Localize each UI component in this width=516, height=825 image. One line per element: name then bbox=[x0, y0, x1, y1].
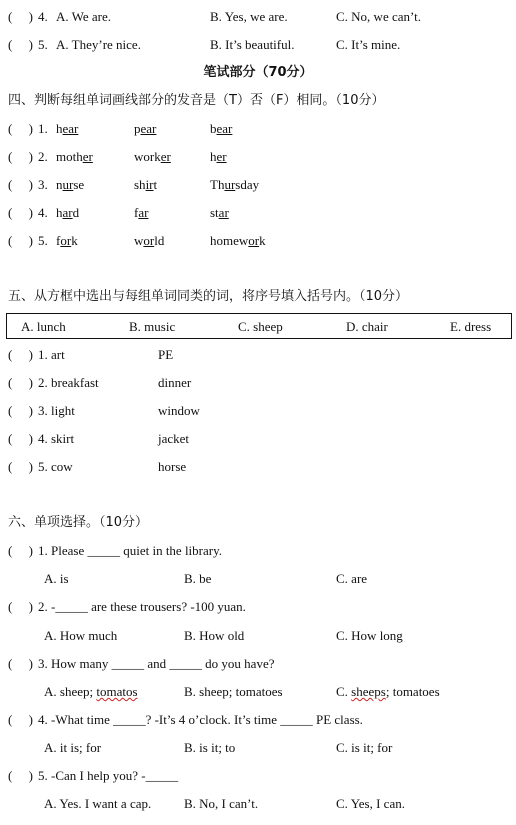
underlined-letters: or bbox=[60, 233, 72, 248]
pronunciation-row bbox=[0, 175, 516, 195]
word-bank-item: D. chair bbox=[346, 319, 388, 334]
answer-bracket[interactable]: ( ) bbox=[8, 431, 33, 446]
question-number: 4. bbox=[38, 9, 48, 24]
word: skirt bbox=[51, 431, 75, 446]
option-b[interactable]: B. be bbox=[184, 571, 212, 586]
word bbox=[210, 203, 229, 223]
question-text: Please _____ quiet in the library. bbox=[51, 543, 223, 558]
word bbox=[210, 231, 266, 251]
word-part: f bbox=[134, 205, 139, 220]
option-b[interactable]: B. No, I can’t. bbox=[184, 796, 259, 811]
underlined-letters: ear bbox=[140, 121, 157, 136]
options-row bbox=[0, 794, 516, 814]
underlined-letters: er bbox=[216, 149, 227, 164]
options-row bbox=[0, 738, 516, 758]
word-part: t bbox=[153, 177, 158, 192]
option-a: A. They’re nice. bbox=[56, 37, 141, 52]
word bbox=[56, 147, 93, 167]
question-stem bbox=[38, 541, 222, 561]
paired-word: dinner bbox=[158, 375, 192, 390]
question-row bbox=[0, 597, 516, 617]
option-a: A. We are. bbox=[56, 9, 112, 24]
category-row bbox=[0, 373, 516, 393]
answer-bracket[interactable]: ( ) bbox=[8, 37, 33, 52]
underlined-letters: ur bbox=[62, 177, 74, 192]
question-number: 5. bbox=[38, 233, 48, 248]
answer-bracket[interactable]: ( ) bbox=[8, 149, 33, 164]
word-part: sday bbox=[235, 177, 260, 192]
option-b[interactable]: B. is it; to bbox=[184, 740, 236, 755]
answer-bracket[interactable]: ( ) bbox=[8, 712, 33, 727]
answer-bracket[interactable]: ( ) bbox=[8, 121, 33, 136]
question-number: 2. bbox=[38, 375, 48, 390]
question-stem bbox=[38, 597, 246, 617]
answer-bracket[interactable]: ( ) bbox=[8, 403, 33, 418]
question-stem bbox=[38, 766, 178, 786]
question-stem bbox=[38, 654, 275, 674]
word bbox=[134, 203, 148, 223]
word-part: st bbox=[210, 205, 219, 220]
option-b[interactable]: B. How old bbox=[184, 628, 245, 643]
category-row bbox=[0, 345, 516, 365]
options-row bbox=[0, 682, 516, 702]
option-text: ; tomatoes bbox=[385, 684, 440, 699]
options-row bbox=[0, 569, 516, 589]
question-text: -What time _____? -It’s 4 o’clock. It’s time _____ PE class. bbox=[51, 712, 363, 727]
pronunciation-row bbox=[0, 203, 516, 223]
question-text: -_____ are these trousers? -100 yuan. bbox=[51, 599, 246, 614]
word bbox=[56, 119, 78, 139]
written-section-title: 笔试部分（70分） bbox=[203, 65, 313, 80]
option-b: B. It’s beautiful. bbox=[210, 37, 295, 52]
option-a[interactable]: A. is bbox=[44, 571, 69, 586]
question-row bbox=[0, 710, 516, 730]
word-bank-item: C. sheep bbox=[238, 319, 283, 334]
word-part: k bbox=[71, 233, 78, 248]
answer-bracket[interactable]: ( ) bbox=[8, 459, 33, 474]
answer-bracket[interactable]: ( ) bbox=[8, 543, 33, 558]
word: breakfast bbox=[51, 375, 99, 390]
options-row bbox=[0, 626, 516, 646]
option-text: C. bbox=[336, 684, 352, 699]
word-bank-item: E. dress bbox=[450, 319, 492, 334]
paired-word: PE bbox=[158, 347, 174, 362]
underlined-letters: or bbox=[143, 233, 155, 248]
question-number: 4. bbox=[38, 205, 48, 220]
word bbox=[134, 147, 171, 167]
word-part: n bbox=[56, 177, 63, 192]
underlined-letters: ar bbox=[218, 205, 229, 220]
question-row bbox=[0, 35, 516, 55]
category-row bbox=[0, 401, 516, 421]
paired-word: window bbox=[158, 403, 200, 418]
category-row bbox=[0, 457, 516, 477]
word-part: f bbox=[56, 233, 61, 248]
question-number: 2. bbox=[38, 149, 48, 164]
underlined-letters: ir bbox=[145, 177, 154, 192]
underlined-letters: ear bbox=[62, 121, 79, 136]
word-part: work bbox=[134, 149, 161, 164]
pronunciation-row bbox=[0, 119, 516, 139]
answer-bracket[interactable]: ( ) bbox=[8, 599, 33, 614]
word bbox=[56, 231, 78, 251]
word bbox=[210, 147, 227, 167]
question-row bbox=[0, 654, 516, 674]
word-part: ld bbox=[154, 233, 165, 248]
question-number: 1. bbox=[38, 543, 48, 558]
question-row bbox=[0, 541, 516, 561]
word-part: h bbox=[210, 149, 217, 164]
word-part: h bbox=[56, 121, 63, 136]
word-part: Th bbox=[210, 177, 225, 192]
underlined-letters: ur bbox=[224, 177, 236, 192]
pronunciation-row bbox=[0, 147, 516, 167]
underlined-letters: ar bbox=[62, 205, 73, 220]
word bbox=[210, 175, 259, 195]
question-number: 1. bbox=[38, 121, 48, 136]
question-text: How many _____ and _____ do you have? bbox=[51, 656, 275, 671]
word bbox=[56, 203, 79, 223]
option-a[interactable]: A. Yes. I want a cap. bbox=[44, 796, 152, 811]
question-number: 5. bbox=[38, 37, 48, 52]
question-number: 3. bbox=[38, 177, 48, 192]
misspelled-word: tomatos bbox=[96, 684, 138, 699]
underlined-letters: ar bbox=[138, 205, 149, 220]
word-with-number bbox=[38, 457, 73, 477]
word-part: sh bbox=[134, 177, 146, 192]
pronunciation-row bbox=[0, 231, 516, 251]
word-part: homew bbox=[210, 233, 249, 248]
option-a[interactable]: A. How much bbox=[44, 628, 118, 643]
word-bank-item: B. music bbox=[129, 319, 176, 334]
word bbox=[134, 231, 164, 251]
question-number: 4. bbox=[38, 712, 48, 727]
word-part: k bbox=[259, 233, 266, 248]
answer-bracket[interactable]: ( ) bbox=[8, 233, 33, 248]
option-c[interactable]: C. How long bbox=[336, 628, 403, 643]
question-row bbox=[0, 766, 516, 786]
option-b: B. Yes, we are. bbox=[210, 9, 288, 24]
answer-bracket[interactable]: ( ) bbox=[8, 375, 33, 390]
section-5-heading: 五、从方框中选出与每组单词同类的词，将序号填入括号内。（10分） bbox=[8, 289, 409, 304]
word bbox=[134, 119, 156, 139]
word-bank-box bbox=[6, 313, 512, 339]
question-number: 3. bbox=[38, 403, 48, 418]
word-part: b bbox=[210, 121, 217, 136]
answer-bracket[interactable]: ( ) bbox=[8, 768, 33, 783]
word-part: se bbox=[73, 177, 85, 192]
section-4-heading: 四、判断每组单词画线部分的发音是（T）否（F）相同。（10分） bbox=[8, 93, 385, 108]
answer-bracket[interactable]: ( ) bbox=[8, 9, 33, 24]
underlined-letters: er bbox=[160, 149, 171, 164]
word: art bbox=[51, 347, 65, 362]
word bbox=[210, 119, 232, 139]
word-bank-item: A. lunch bbox=[21, 319, 66, 334]
option-c[interactable] bbox=[336, 682, 440, 702]
word-with-number bbox=[38, 401, 75, 421]
option-c[interactable]: C. are bbox=[336, 571, 368, 586]
word-part: p bbox=[134, 121, 141, 136]
paired-word: jacket bbox=[158, 431, 190, 446]
option-a[interactable]: A. it is; for bbox=[44, 740, 102, 755]
word-part: d bbox=[72, 205, 80, 220]
underlined-letters: er bbox=[82, 149, 93, 164]
option-c[interactable]: C. Yes, I can. bbox=[336, 796, 405, 811]
question-text: -Can I help you? -_____ bbox=[51, 768, 179, 783]
word bbox=[56, 175, 84, 195]
question-number: 4. bbox=[38, 431, 48, 446]
misspelled-word: sheeps bbox=[351, 684, 386, 699]
paired-word: horse bbox=[158, 459, 187, 474]
option-a[interactable] bbox=[44, 682, 138, 702]
question-row bbox=[0, 7, 516, 27]
option-c: C. No, we can’t. bbox=[336, 9, 421, 24]
word-part: moth bbox=[56, 149, 83, 164]
question-number: 1. bbox=[38, 347, 48, 362]
question-stem bbox=[38, 710, 363, 730]
question-number: 5. bbox=[38, 768, 48, 783]
option-c: C. It’s mine. bbox=[336, 37, 401, 52]
question-number: 5. bbox=[38, 459, 48, 474]
word-with-number bbox=[38, 429, 74, 449]
word bbox=[134, 175, 157, 195]
answer-bracket[interactable]: ( ) bbox=[8, 177, 33, 192]
answer-bracket[interactable]: ( ) bbox=[8, 205, 33, 220]
underlined-letters: ear bbox=[216, 121, 233, 136]
category-row bbox=[0, 429, 516, 449]
word-with-number bbox=[38, 373, 99, 393]
underlined-letters: or bbox=[248, 233, 260, 248]
section-6-heading: 六、单项选择。（10分） bbox=[8, 515, 149, 530]
answer-bracket[interactable]: ( ) bbox=[8, 656, 33, 671]
word-with-number bbox=[38, 345, 65, 365]
question-number: 3. bbox=[38, 656, 48, 671]
option-b[interactable]: B. sheep; tomatoes bbox=[184, 684, 283, 699]
word-part: w bbox=[134, 233, 144, 248]
word: light bbox=[51, 403, 75, 418]
question-number: 2. bbox=[38, 599, 48, 614]
word-part: h bbox=[56, 205, 63, 220]
word: cow bbox=[51, 459, 73, 474]
answer-bracket[interactable]: ( ) bbox=[8, 347, 33, 362]
option-text: A. sheep; bbox=[44, 684, 97, 699]
option-c[interactable]: C. is it; for bbox=[336, 740, 393, 755]
